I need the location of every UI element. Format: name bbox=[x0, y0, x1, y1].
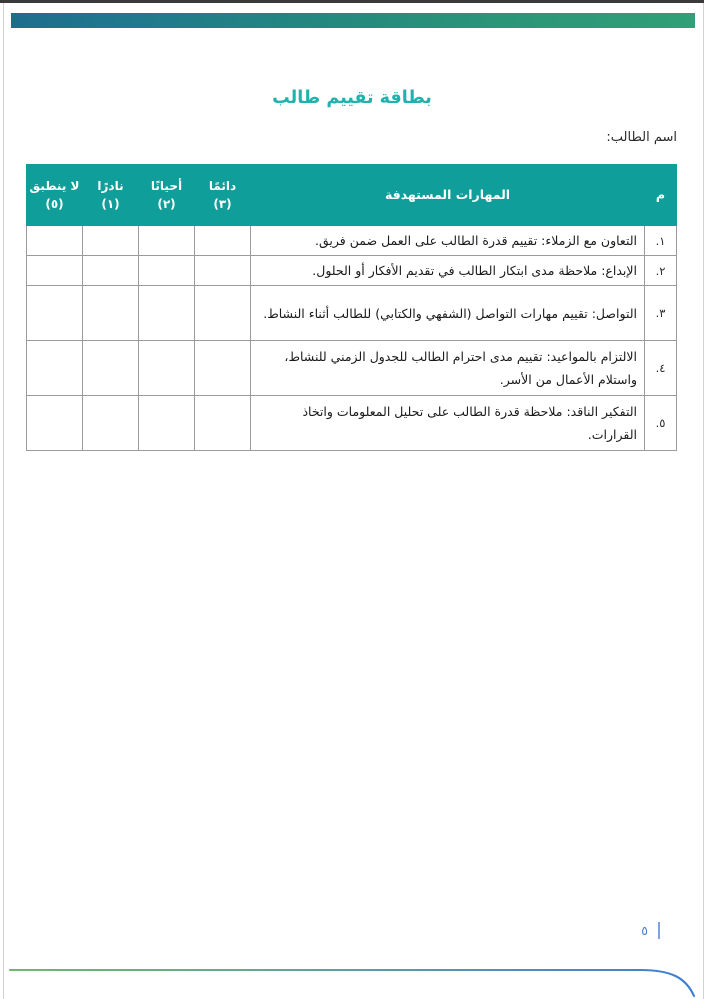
row-number: ٢. bbox=[645, 256, 677, 286]
table-row bbox=[27, 286, 677, 341]
table-header-row bbox=[27, 165, 677, 226]
row-number: ٣. bbox=[645, 286, 677, 341]
header-gradient-band bbox=[11, 13, 695, 28]
score-cell-rarely[interactable] bbox=[83, 286, 139, 341]
column-header-skill: المهارات المستهدفة bbox=[251, 165, 645, 226]
row-skill-text: الإبداع: ملاحظة مدى ابتكار الطالب في تقديم الأفكار أو الحلول. bbox=[251, 256, 645, 286]
row-skill-text: الالتزام بالمواعيد: تقييم مدى احترام الطالب للجدول الزمني للنشاط، واستلام الأعمال من الأسر. bbox=[251, 341, 645, 396]
score-cell-rarely[interactable] bbox=[83, 396, 139, 451]
score-cell-sometimes[interactable] bbox=[139, 256, 195, 286]
column-header-sometimes-value: (٢) bbox=[157, 197, 176, 211]
page-left-edge bbox=[3, 3, 4, 999]
row-skill-text: التفكير الناقد: ملاحظة قدرة الطالب على تحليل المعلومات واتخاذ القرارات. bbox=[251, 396, 645, 451]
column-header-rarely bbox=[83, 165, 139, 226]
score-cell-always[interactable] bbox=[195, 341, 251, 396]
score-cell-rarely[interactable] bbox=[83, 341, 139, 396]
footer-decorative-curve bbox=[0, 946, 704, 999]
score-cell-always[interactable] bbox=[195, 396, 251, 451]
column-header-always-value: (٣) bbox=[213, 197, 232, 211]
score-cell-not-applicable[interactable] bbox=[27, 286, 83, 341]
table-row bbox=[27, 226, 677, 256]
page-number-divider bbox=[658, 922, 660, 939]
score-cell-always[interactable] bbox=[195, 286, 251, 341]
page-title: بطاقة تقييم طالب bbox=[272, 88, 432, 108]
table-row bbox=[27, 396, 677, 451]
column-header-always-label: دائمًا bbox=[208, 179, 237, 193]
page-top-rule bbox=[0, 0, 704, 3]
score-cell-always[interactable] bbox=[195, 256, 251, 286]
column-header-not-applicable bbox=[27, 165, 83, 226]
score-cell-sometimes[interactable] bbox=[139, 341, 195, 396]
score-cell-always[interactable] bbox=[195, 226, 251, 256]
score-cell-not-applicable[interactable] bbox=[27, 256, 83, 286]
column-header-rarely-value: (١) bbox=[101, 197, 120, 211]
score-cell-sometimes[interactable] bbox=[139, 396, 195, 451]
page-number-value: ٥ bbox=[641, 923, 648, 938]
score-cell-rarely[interactable] bbox=[83, 256, 139, 286]
score-cell-not-applicable[interactable] bbox=[27, 341, 83, 396]
score-cell-not-applicable[interactable] bbox=[27, 396, 83, 451]
column-header-sometimes bbox=[139, 165, 195, 226]
score-cell-sometimes[interactable] bbox=[139, 286, 195, 341]
row-skill-text: التعاون مع الزملاء: تقييم قدرة الطالب على العمل ضمن فريق. bbox=[251, 226, 645, 256]
score-cell-not-applicable[interactable] bbox=[27, 226, 83, 256]
column-header-not-applicable-label: لا ينطبق bbox=[29, 179, 80, 193]
column-header-rarely-label: نادرًا bbox=[97, 179, 124, 193]
table-row bbox=[27, 256, 677, 286]
page-number bbox=[641, 922, 660, 939]
row-number: ١. bbox=[645, 226, 677, 256]
row-number: ٥. bbox=[645, 396, 677, 451]
student-name-label: اسم الطالب: bbox=[606, 130, 677, 145]
column-header-not-applicable-value: (٥) bbox=[45, 197, 64, 211]
score-cell-rarely[interactable] bbox=[83, 226, 139, 256]
table-row bbox=[27, 341, 677, 396]
student-evaluation-table bbox=[26, 164, 677, 451]
column-header-sometimes-label: أحيانًا bbox=[150, 179, 183, 193]
column-header-number: م bbox=[645, 165, 677, 226]
score-cell-sometimes[interactable] bbox=[139, 226, 195, 256]
row-skill-text: التواصل: تقييم مهارات التواصل (الشفهي والكتابي) للطالب أثناء النشاط. bbox=[251, 286, 645, 341]
column-header-always bbox=[195, 165, 251, 226]
row-number: ٤. bbox=[645, 341, 677, 396]
